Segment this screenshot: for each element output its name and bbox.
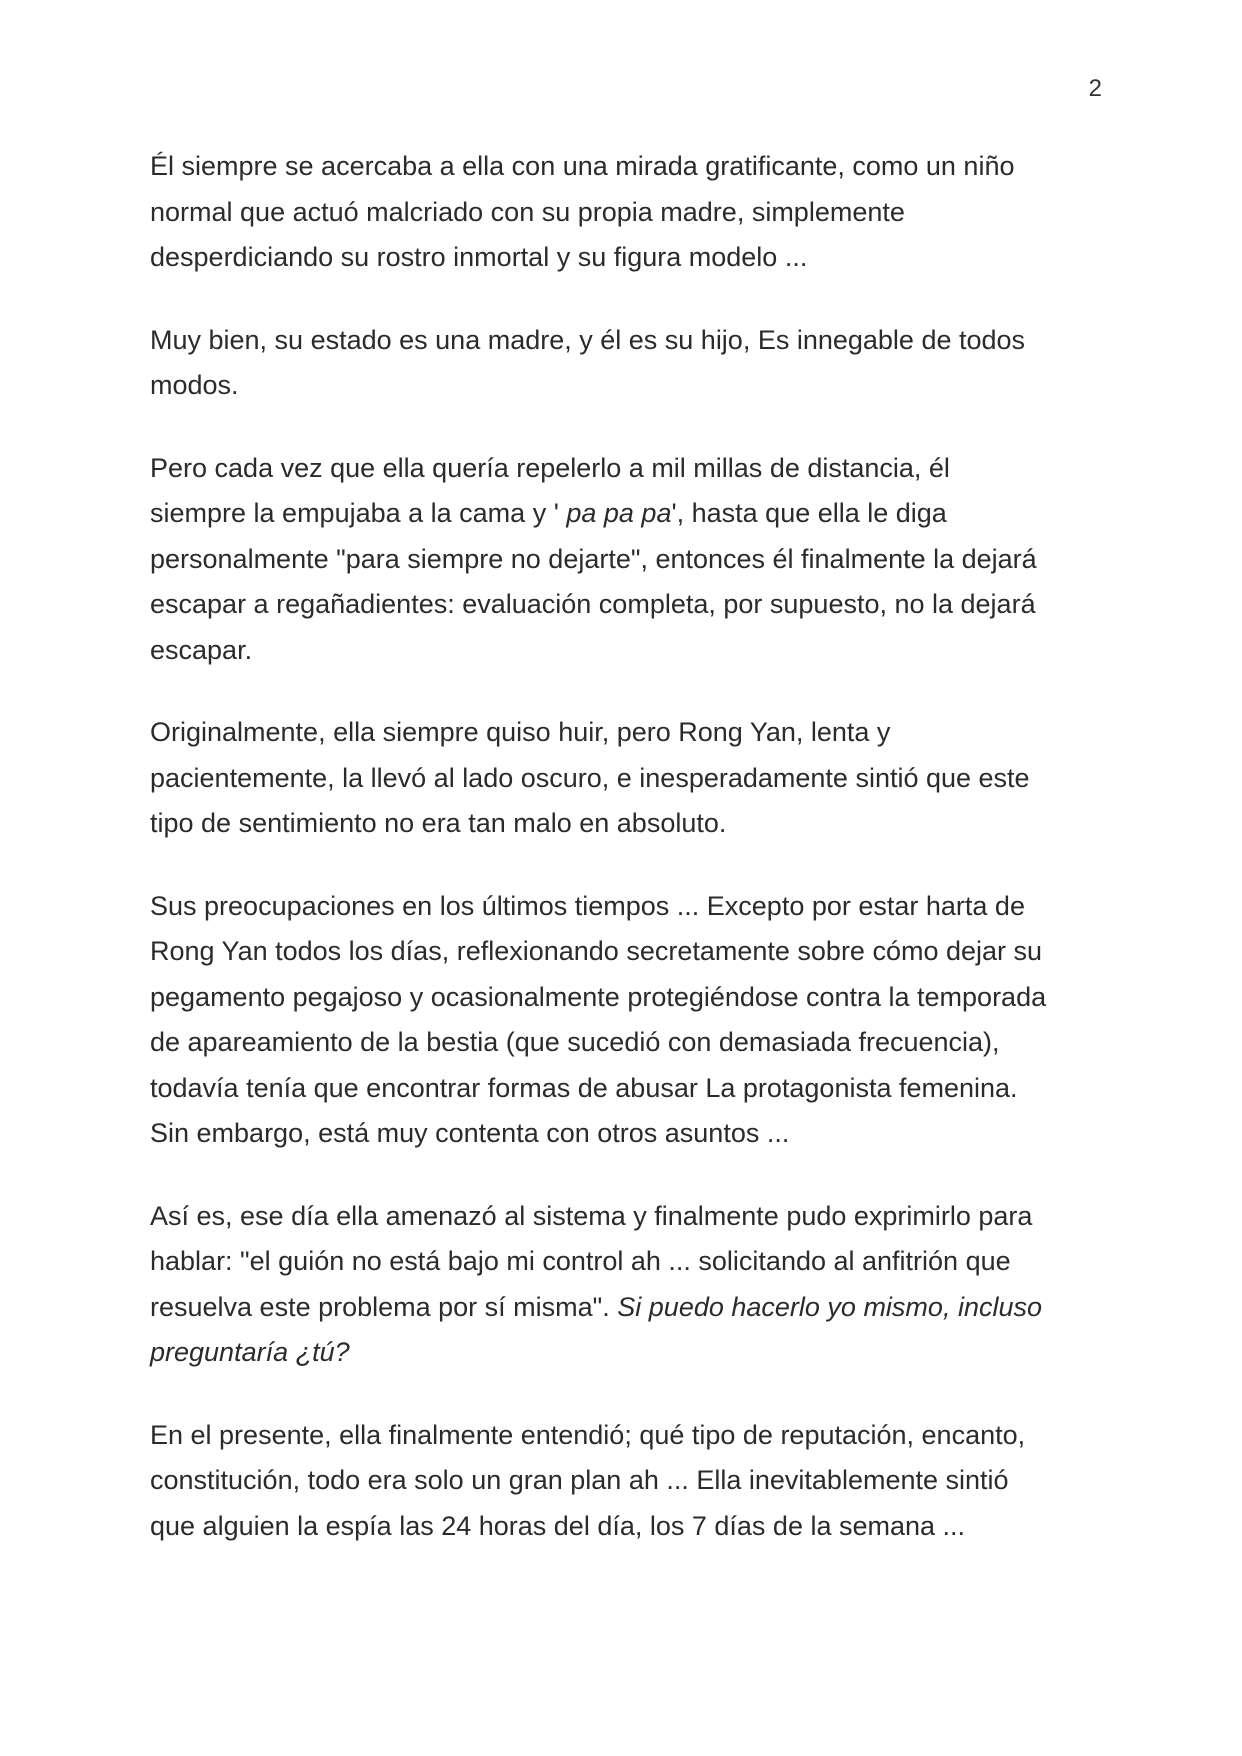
- text-line: Sus preocupaciones en los últimos tiempos ... Excepto por estar harta de: [150, 890, 1025, 921]
- text-line: personalmente "para siempre no dejarte", entonces él finalmente la dejará: [150, 543, 1037, 574]
- text-line: pegamento pegajoso y ocasionalmente protegiéndose contra la temporada: [150, 981, 1047, 1012]
- text-line: escapar.: [150, 634, 253, 665]
- text-line: Pero cada vez que ella quería repelerlo a mil millas de distancia, él: [150, 452, 950, 483]
- text-line-start: siempre la empujaba a la cama y ': [150, 498, 567, 528]
- text-line: normal que actuó malcriado con su propia madre, simplemente: [150, 196, 905, 227]
- text-line: escapar a regañadientes: evaluación completa, por supuesto, no la dejará: [150, 589, 1036, 619]
- text-line: Él siempre se acercaba a ella con una mirada gratificante, como un niño: [150, 151, 1015, 181]
- text-line: tipo de sentimiento no era tan malo en absoluto.: [150, 808, 727, 838]
- text-line: Originalmente, ella siempre quiso huir, pero Rong Yan, lenta y: [150, 717, 891, 747]
- text-line: hablar: "el guión no está bajo mi control ah ... solicitando al anfitrión que: [150, 1246, 1011, 1276]
- page-number: 2: [1088, 75, 1102, 102]
- paragraph-7: [150, 1413, 1100, 1550]
- text-line: Rong Yan todos los días, reflexionando secretamente sobre cómo dejar su: [150, 936, 1043, 966]
- paragraph-4: [150, 710, 1100, 847]
- paragraph-3: [150, 446, 1100, 674]
- italic-text: Si puedo hacerlo yo mismo, incluso: [617, 1291, 1042, 1322]
- body-text: [150, 144, 1100, 1586]
- text-line: desperdiciando su rostro inmortal y su figura modelo ...: [150, 242, 808, 272]
- paragraph-1: [150, 144, 1100, 281]
- text-line: de apareamiento de la bestia (que sucedió con demasiada frecuencia),: [150, 1027, 1000, 1057]
- text-line-end: ', hasta que ella le diga: [671, 498, 947, 528]
- text-line: todavía tenía que encontrar formas de abusar La protagonista femenina.: [150, 1072, 1018, 1103]
- italic-text: pa pa pa: [566, 498, 672, 528]
- text-line: constitución, todo era solo un gran plan ah ... Ella inevitablemente sintió: [150, 1465, 1009, 1495]
- text-line: pacientemente, la llevó al lado oscuro, e inesperadamente sintió que este: [150, 762, 1030, 793]
- text-line: que alguien la espía las 24 horas del día, los 7 días de la semana ...: [150, 1510, 966, 1541]
- paragraph-6: [150, 1194, 1100, 1376]
- text-line: Así es, ese día ella amenazó al sistema y finalmente pudo exprimirlo para: [150, 1200, 1033, 1231]
- paragraph-5: [150, 884, 1100, 1157]
- text-line-start: resuelva este problema por sí misma".: [150, 1291, 618, 1322]
- italic-text: preguntaría ¿tú?: [150, 1337, 350, 1367]
- text-line: Sin embargo, está muy contenta con otros asuntos ...: [150, 1118, 790, 1148]
- text-line: modos.: [150, 370, 239, 400]
- text-line: Muy bien, su estado es una madre, y él es su hijo, Es innegable de todos: [150, 324, 1026, 355]
- paragraph-2: [150, 318, 1100, 409]
- text-line: En el presente, ella finalmente entendió; qué tipo de reputación, encanto,: [150, 1419, 1026, 1450]
